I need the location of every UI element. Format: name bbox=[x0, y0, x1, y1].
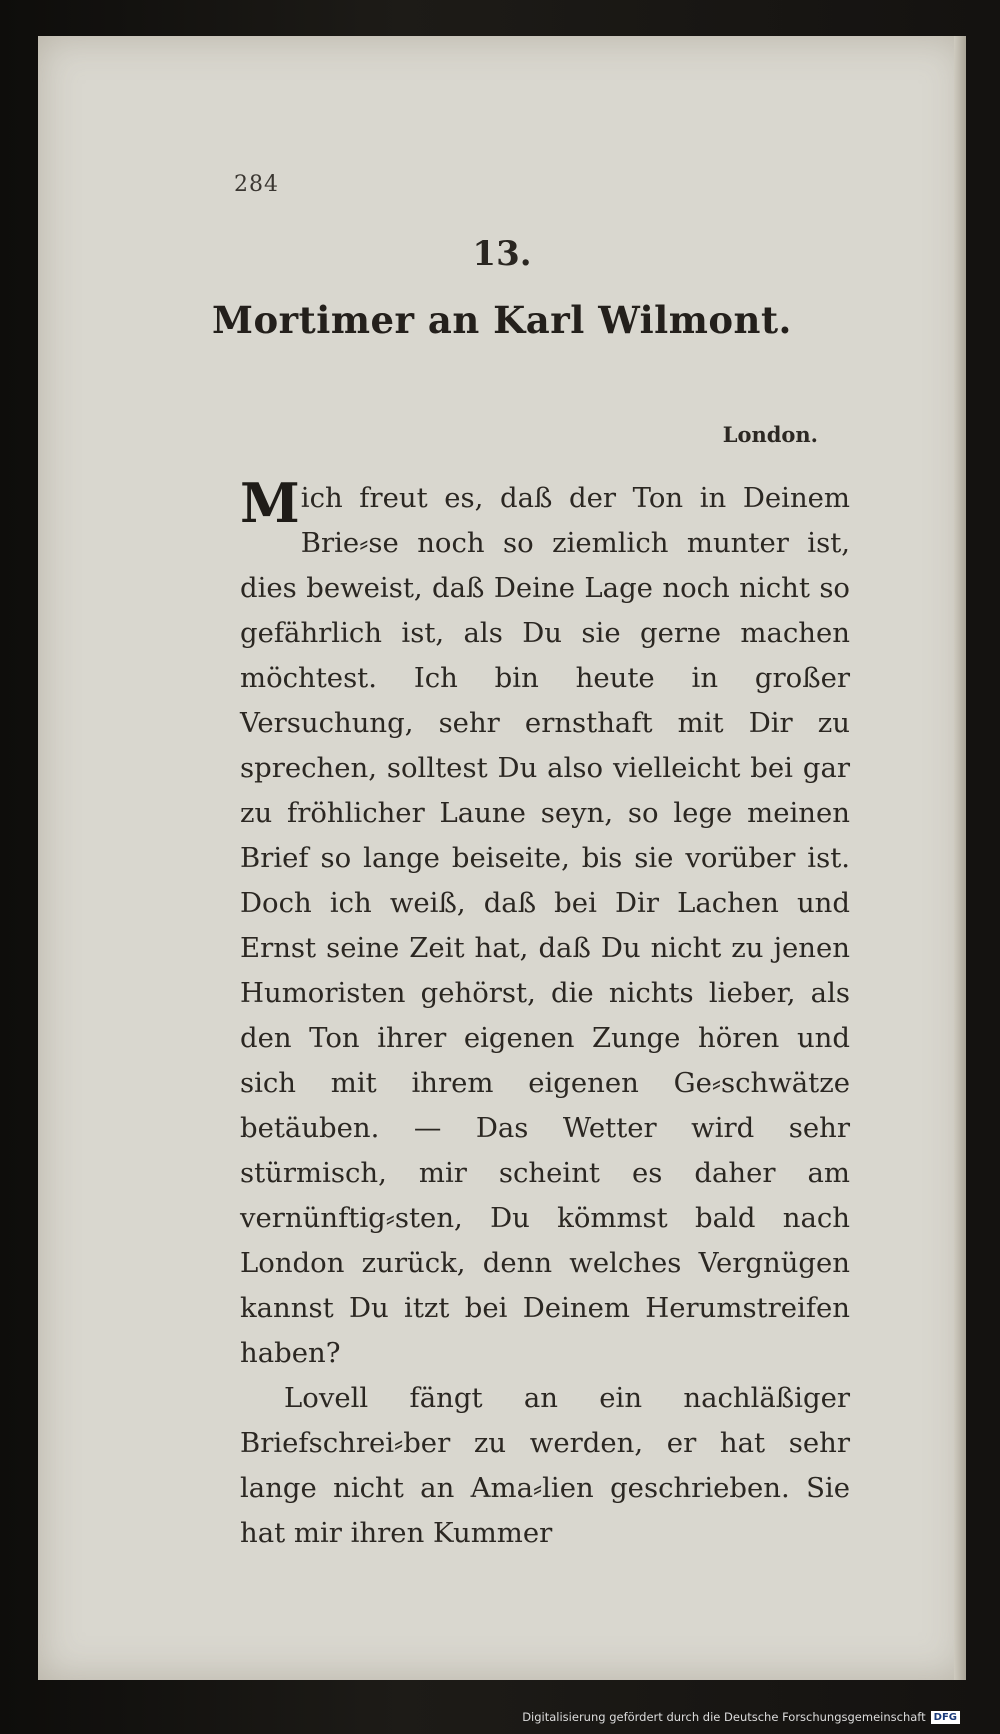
paragraph-1 bbox=[240, 471, 850, 1376]
letter-place: London. bbox=[722, 422, 818, 447]
page-number: 284 bbox=[234, 172, 279, 197]
digitization-credit bbox=[522, 1710, 960, 1724]
paragraph-1-text: ich freut es, daß der Ton in Deinem Brie⸗se noch so ziemlich munter ist, dies beweist, daß Deine Lage noch nicht so gefährlich ist, als Du sie gerne machen möchtest. Ich bin heute in großer Versuchung, sehr ernsthaft mit Dir zu sprechen, solltest Du also vielleicht bei gar zu fröhlicher Laune seyn, so lege meinen Brief so lange beiseite, bis sie vorüber ist. Doch ich weiß, daß bei Dir Lachen und Ernst seine Zeit hat, daß Du nicht zu jenen Humoristen gehörst, die nichts lieber, als den Ton ihrer eigenen Zunge hören und sich mit ihrem eigenen Ge⸗schwätze betäuben. — Das Wetter wird sehr stürmisch, mir scheint es daher am vernünftig⸗sten, Du kömmst bald nach London zurück, denn welches Vergnügen kannst Du itzt bei Deinem Herumstreifen haben? bbox=[240, 482, 850, 1369]
book-page bbox=[38, 36, 966, 1680]
letter-body bbox=[240, 471, 850, 1556]
drop-capital: M bbox=[240, 471, 300, 535]
credit-text: Digitalisierung gefördert durch die Deutsche Forschungsgemeinschaft bbox=[522, 1710, 926, 1724]
letter-title: Mortimer an Karl Wilmont. bbox=[212, 298, 792, 342]
paragraph-2: Lovell fängt an ein nachläßiger Briefschrei⸗ber zu werden, er hat sehr lange nicht an Ama⸗lien geschrieben. Sie hat mir ihren Kummer bbox=[240, 1382, 850, 1549]
dfg-logo: DFG bbox=[931, 1711, 960, 1724]
page-edge bbox=[954, 36, 966, 1680]
chapter-number: 13. bbox=[472, 234, 532, 274]
